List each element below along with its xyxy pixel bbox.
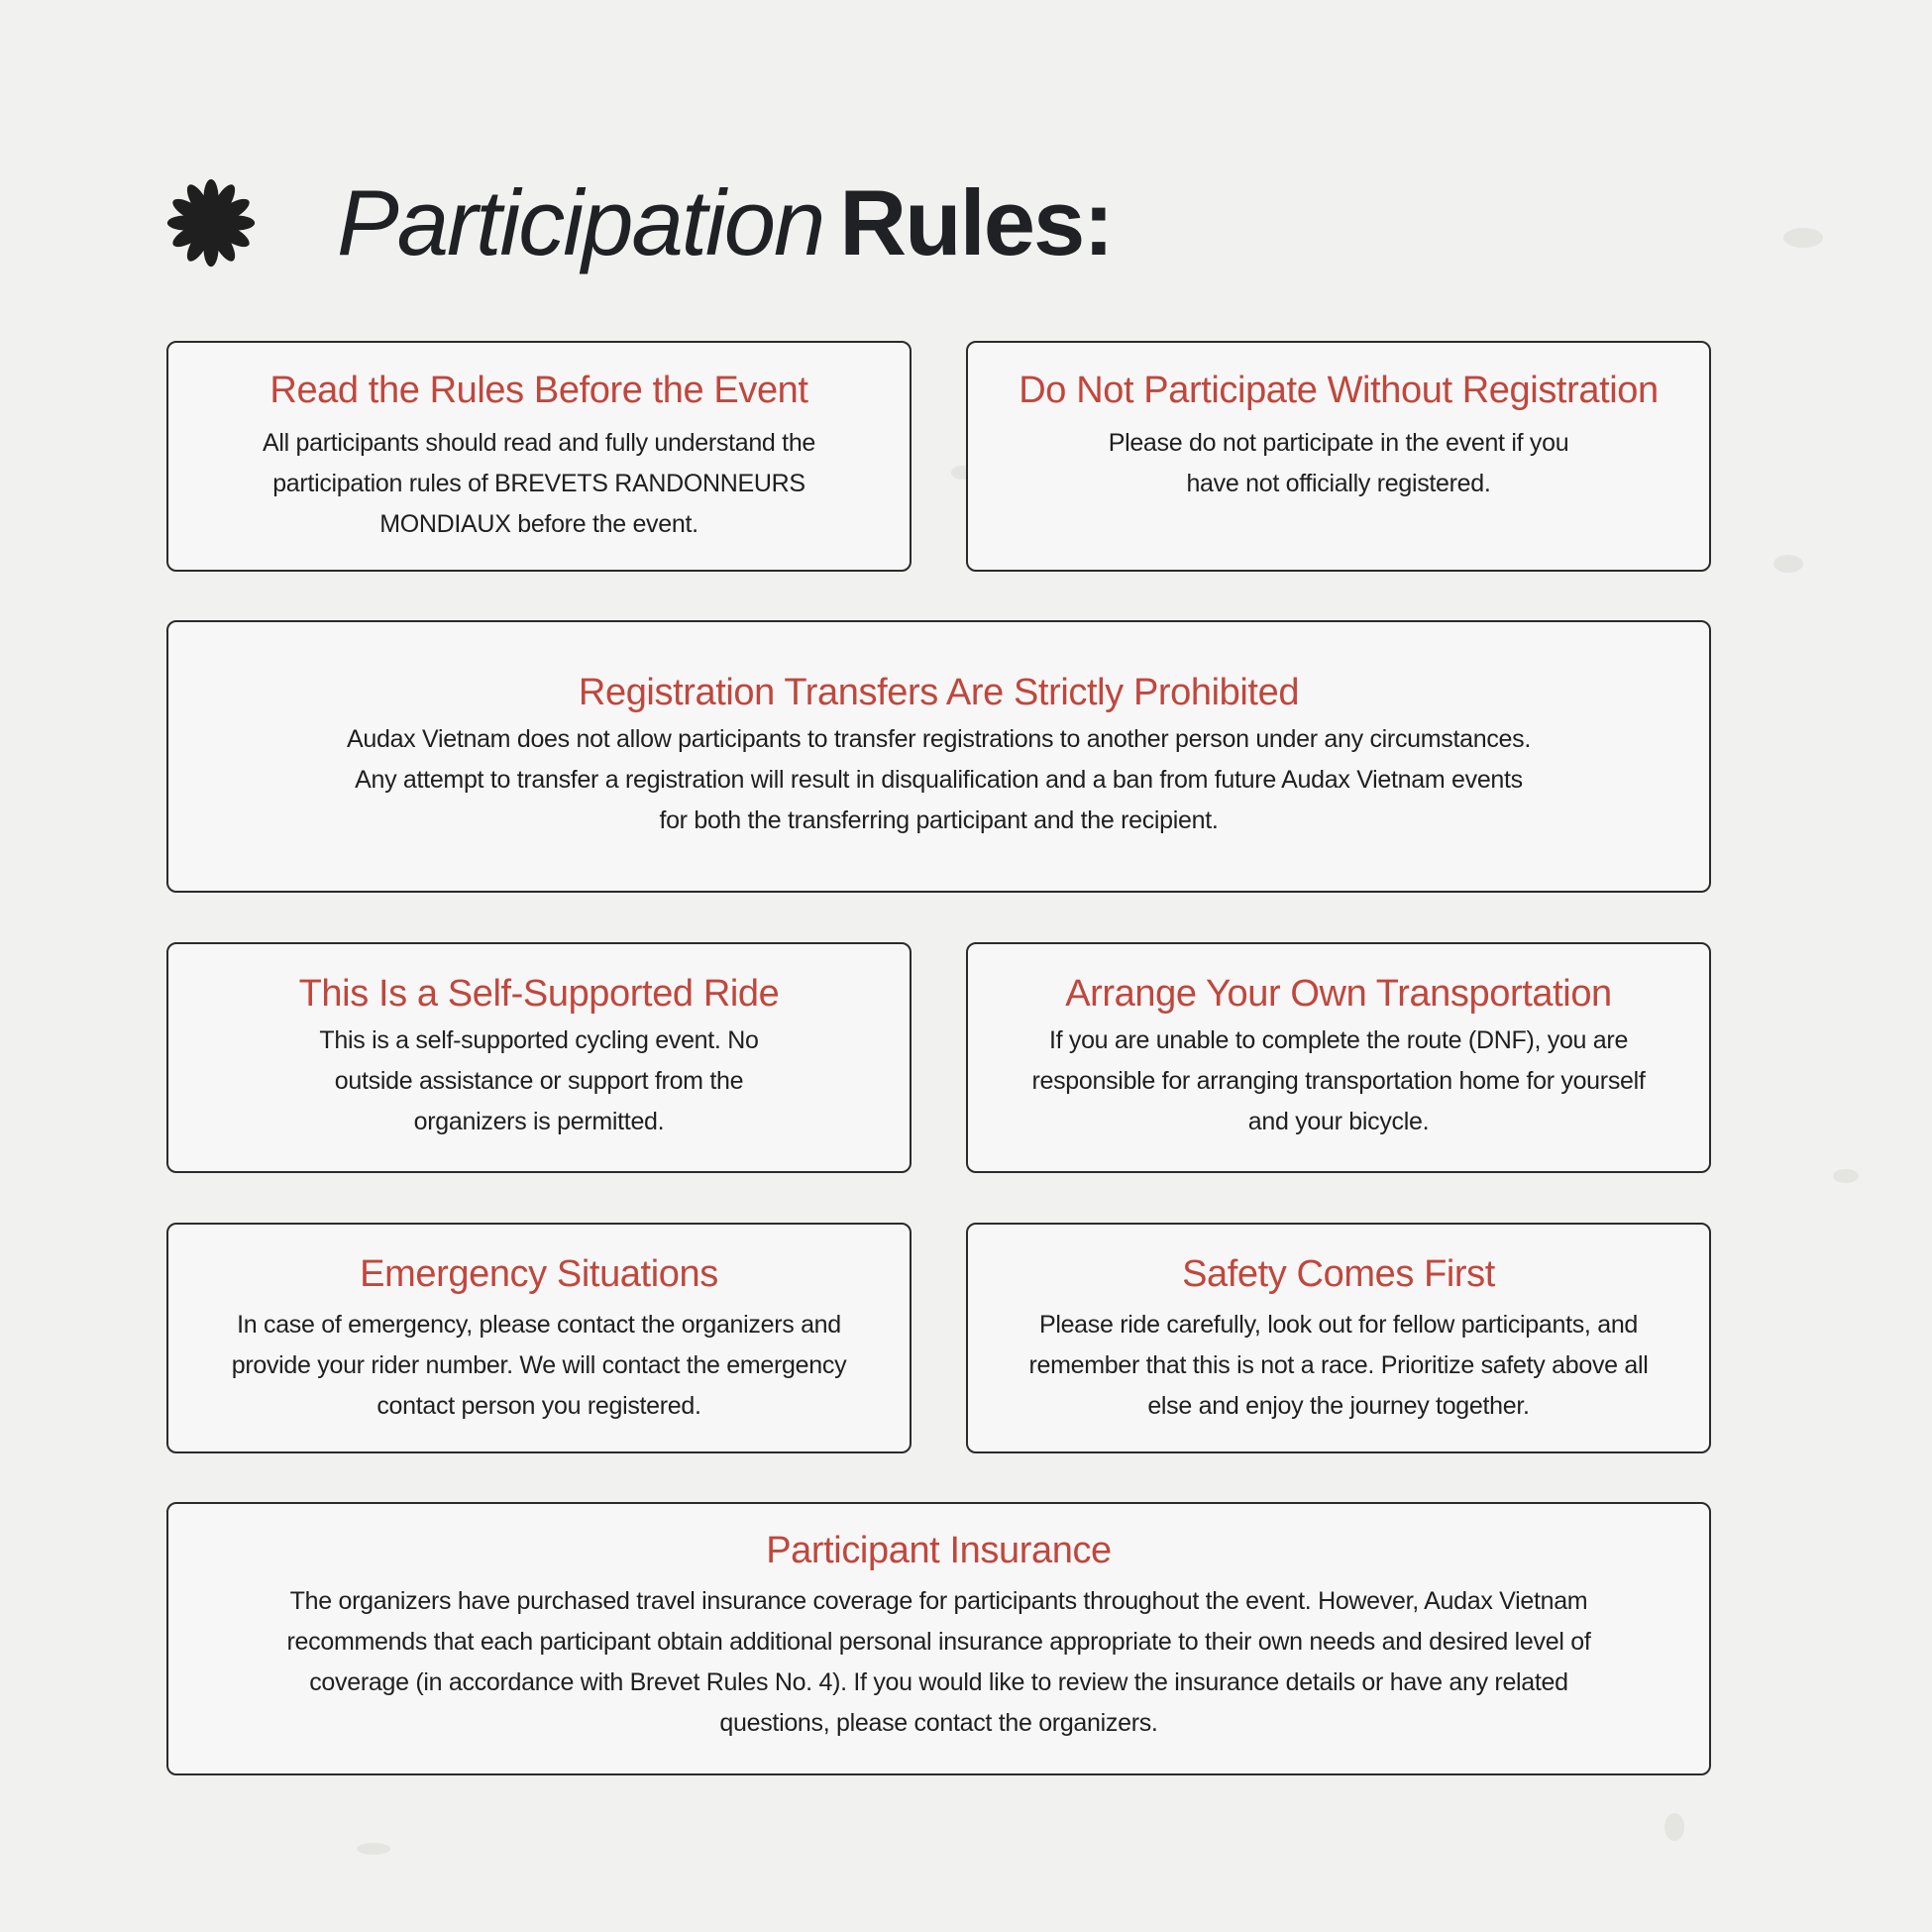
- background-texture: [1833, 1169, 1859, 1183]
- page-title-italic: Participation: [337, 170, 824, 274]
- rule-card-title: Emergency Situations: [360, 1253, 718, 1295]
- rule-card-transportation: [966, 942, 1711, 1173]
- rule-card-title: Do Not Participate Without Registration: [1019, 370, 1659, 411]
- rule-card-body: Audax Vietnam does not allow participants to transfer registrations to another person under any circumstances. Any attempt to transfer a registration will result in disqualification and a ban from future Audax Vietnam events for both the transferring participant and the recipient.: [347, 724, 1531, 834]
- background-texture: [1664, 1813, 1684, 1841]
- page-title: [337, 169, 1113, 276]
- rule-card-body: Please do not participate in the event if you have not officially registered.: [1108, 428, 1569, 497]
- rule-card-body: The organizers have purchased travel insurance coverage for participants throughout the event. However, Audax Vietnam recommends that each participant obtain additional personal insurance appropriate to their own needs and desired level of coverage (in accordance with Brevet Rules No. 4). If you would like to review the insurance details or have any related questions, please contact the organizers.: [286, 1586, 1591, 1737]
- background-texture: [357, 1843, 390, 1855]
- rule-card-insurance: [166, 1502, 1711, 1775]
- rule-card-safety: [966, 1223, 1711, 1453]
- rule-card-body: All participants should read and fully understand the participation rules of BREVETS RANDONNEURS MONDIAUX before the event.: [262, 428, 816, 538]
- rule-card-body: Please ride carefully, look out for fellow participants, and remember that this is not a race. Prioritize safety above all else and enjoy the journey together.: [1028, 1310, 1649, 1420]
- rule-card-self-supported: [166, 942, 912, 1173]
- page-header: [164, 168, 1113, 277]
- rule-card-emergency: [166, 1223, 912, 1453]
- rule-card-title: Read the Rules Before the Event: [269, 370, 808, 411]
- rule-card-title: Participant Insurance: [766, 1530, 1112, 1571]
- rule-card-read-rules: [166, 341, 912, 572]
- rule-card-no-transfers: [166, 620, 1711, 893]
- rule-card-title: Registration Transfers Are Strictly Prohibited: [578, 672, 1300, 713]
- background-texture: [1773, 555, 1803, 573]
- asterisk-flower-icon: [164, 176, 258, 269]
- rule-card-registration-required: [966, 341, 1711, 572]
- page-title-bold: Rules:: [839, 170, 1113, 274]
- rule-card-body: In case of emergency, please contact the organizers and provide your rider number. We will contact the emergency contact person you registered.: [231, 1310, 847, 1420]
- rule-card-title: Arrange Your Own Transportation: [1065, 973, 1612, 1015]
- rule-card-title: Safety Comes First: [1182, 1253, 1495, 1295]
- rule-card-title: This Is a Self-Supported Ride: [298, 973, 780, 1015]
- rule-card-body: This is a self-supported cycling event. No outside assistance or support from the organizers is permitted.: [319, 1025, 759, 1135]
- rule-card-body: If you are unable to complete the route (DNF), you are responsible for arranging transportation home for yourself and your bicycle.: [1031, 1025, 1646, 1135]
- background-texture: [1783, 228, 1823, 248]
